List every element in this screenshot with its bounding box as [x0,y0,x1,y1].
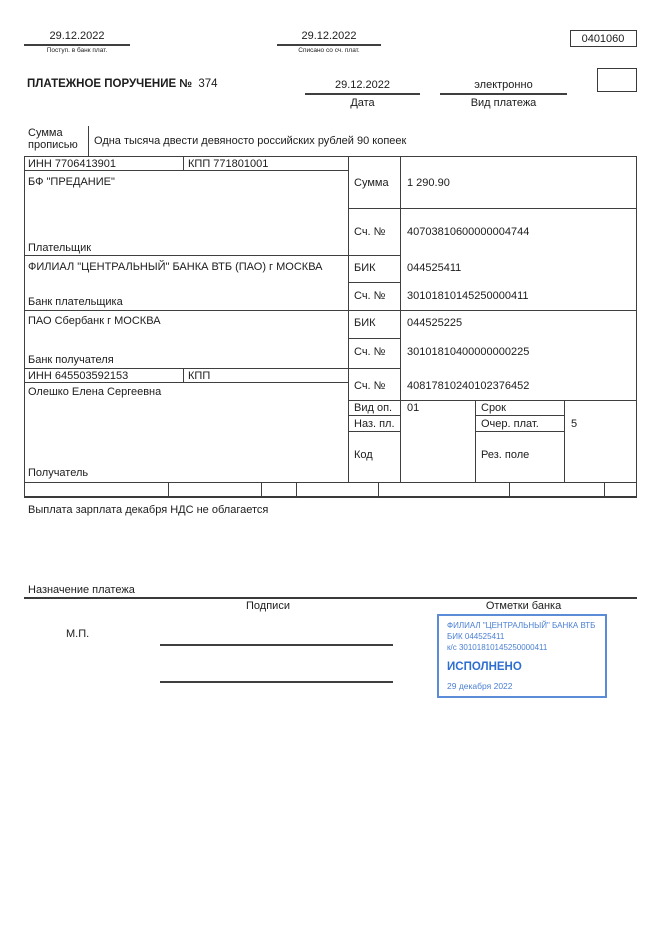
payee-account-value: 40817810240102376452 [407,380,530,392]
amount-value: 1 290.90 [407,177,450,189]
payer-bank-bik-value: 044525411 [407,262,462,274]
payer-bank-label: Банк плательщика [28,296,123,308]
amount-words-value: Одна тысяча двести девяносто российских рублей 90 копеек [94,135,407,147]
stamp-corr-account: к/с 30101810145250000411 [447,643,548,652]
table-border-line [564,400,565,482]
payee-bank-bik-label: БИК [354,317,376,329]
date-label: Дата [350,97,375,109]
stamp-date: 29 декабря 2022 [447,681,513,691]
date-value: 29.12.2022 [334,79,391,91]
payment-kind-value: электронно [474,79,533,91]
stamp-bank-name: ФИЛИАЛ "ЦЕНТРАЛЬНЫЙ" БАНКА ВТБ [447,621,596,630]
table-border-line [378,482,379,497]
header-received-date: 29.12.2022 [49,30,105,42]
payer-inn: ИНН 7706413901 [28,158,117,170]
payment-kind-box [597,68,637,92]
header-debited-label: Списано со сч. плат. [298,47,360,54]
payer-bank-account-label: Сч. № [354,290,386,302]
table-border-line [348,208,637,209]
payer-account-value: 40703810600000004744 [407,226,530,238]
signature-line [160,681,393,683]
header-received-underline [24,44,130,46]
table-border-line [509,482,510,497]
header-debited-date: 29.12.2022 [301,30,357,42]
header-debited-underline [277,44,381,46]
bank-marks-label: Отметки банка [485,600,562,612]
table-border-line [183,368,184,382]
table-border-line [24,482,637,483]
payment-kind-label: Вид платежа [470,97,537,109]
date-underline [305,93,420,95]
payee-bank-account-value: 30101810400000000225 [407,346,530,358]
term-label: Срок [481,402,506,414]
amount-label: Сумма [354,177,389,189]
payee-bank-bik-value: 044525225 [407,317,463,329]
mp-label: М.П. [66,628,90,640]
payer-account-label: Сч. № [354,226,386,238]
table-border-line [475,415,564,416]
table-border-line [475,431,564,432]
table-border-line [24,368,400,369]
order-value: 5 [571,418,578,430]
table-border-line [348,338,400,339]
form-code-box [570,30,637,47]
table-border-line [24,170,348,171]
payee-bank-name: ПАО Сбербанк г МОСКВА [28,315,161,327]
payee-name: Олешко Елена Сергеевна [28,386,162,398]
payee-bank-account-label: Сч. № [354,346,386,358]
payee-bank-label: Банк получателя [28,354,114,366]
table-border-line [475,400,476,482]
table-border-line [604,482,605,497]
table-border-line [348,431,400,432]
table-border-line [168,482,169,497]
payer-bank-account-value: 30101810145250000411 [407,290,529,302]
op-type-value: 01 [407,402,420,414]
table-border-line [183,156,184,170]
table-border-line [296,482,297,497]
table-border-line [348,156,349,482]
payer-kpp: КПП 771801001 [188,158,269,170]
table-border-line [24,310,637,311]
amount-words-label: Сумма прописью [28,127,78,151]
payee-kpp: КПП [188,370,211,382]
table-border-line [400,156,401,482]
payee-inn: ИНН 645503592153 [28,370,129,382]
purpose-label: Назначение платежа [28,584,135,596]
reserve-field-label: Рез. поле [481,449,530,461]
form-code: 0401060 [581,33,625,45]
payer-bank-bik-label: БИК [354,262,376,274]
payment-kind-underline [440,93,567,95]
stamp-bik: БИК 044525411 [447,632,505,641]
table-border-line [24,255,400,256]
order-label: Очер. плат. [481,418,539,430]
header-received-label: Поступ. в банк плат. [46,47,108,54]
payee-account-label: Сч. № [354,380,386,392]
payee-label: Получатель [28,467,89,479]
table-border-line [348,400,637,401]
payer-bank-name: ФИЛИАЛ "ЦЕНТРАЛЬНЫЙ" БАНКА ВТБ (ПАО) г МОСКВА [28,261,323,273]
table-border-line [636,156,637,497]
signatures-label: Подписи [246,600,290,612]
table-border-line [348,282,400,283]
payer-name: БФ "ПРЕДАНИЕ" [28,176,115,188]
document-number: 374 [198,78,218,90]
code-label: Код [354,449,373,461]
purpose-text: Выплата зарплата декабря НДС не облагается [28,504,269,516]
op-type-label: Вид оп. [354,402,393,414]
table-border-line [24,156,25,497]
table-border-line [24,597,637,599]
document-title: ПЛАТЕЖНОЕ ПОРУЧЕНИЕ № [27,78,193,90]
stamp-status: ИСПОЛНЕНО [447,661,522,673]
purpose-code-label: Наз. пл. [354,418,395,430]
table-border-line [261,482,262,497]
table-border-line [348,415,400,416]
table-border-line [24,156,637,157]
payer-label: Плательщик [28,242,92,254]
table-border-line [88,126,89,156]
signature-line [160,644,393,646]
table-border-line [24,382,348,383]
bank-stamp [437,614,607,698]
table-border-line [24,496,637,498]
